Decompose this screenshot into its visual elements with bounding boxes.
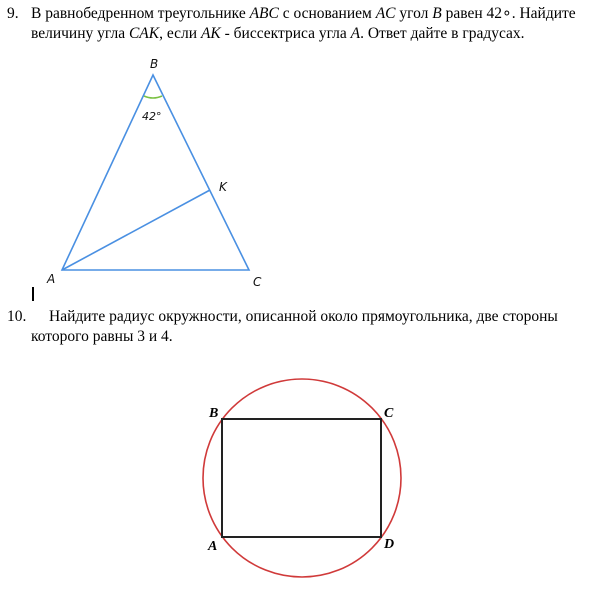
label-b2: B bbox=[209, 406, 219, 421]
problem-10-text-line2: которого равны 3 и 4. bbox=[31, 328, 173, 345]
circumscribed-circle bbox=[203, 379, 401, 577]
bisector-ak bbox=[62, 190, 210, 270]
text-cursor bbox=[32, 287, 34, 301]
circle-figure bbox=[203, 379, 401, 577]
problem-10-text-line1: Найдите радиус окружности, описанной около прямоугольника, две стороны bbox=[49, 308, 558, 325]
label-a: A bbox=[47, 272, 56, 286]
problem-9-text-line1: В равнобедренном треугольнике ABC с основанием AC угол B равен 42∘. Найдите bbox=[31, 5, 576, 22]
label-c: C bbox=[253, 275, 262, 289]
label-b: B bbox=[150, 57, 159, 71]
angle-arc bbox=[144, 96, 162, 98]
label-c2: C bbox=[384, 406, 394, 421]
triangle-figure bbox=[62, 75, 249, 270]
problem-9-text-line2: величину угла CAK, если AK - биссектриса угла A. Ответ дайте в градусах. bbox=[31, 25, 525, 42]
label-d2: D bbox=[384, 537, 395, 552]
triangle-abc bbox=[62, 75, 249, 270]
label-k: K bbox=[219, 180, 227, 194]
label-a2: A bbox=[208, 539, 218, 554]
problem-10-number: 10. bbox=[7, 308, 27, 325]
rectangle-abcd bbox=[222, 419, 381, 537]
problem-9-number: 9. bbox=[7, 5, 19, 22]
angle-label: 42° bbox=[142, 110, 162, 123]
